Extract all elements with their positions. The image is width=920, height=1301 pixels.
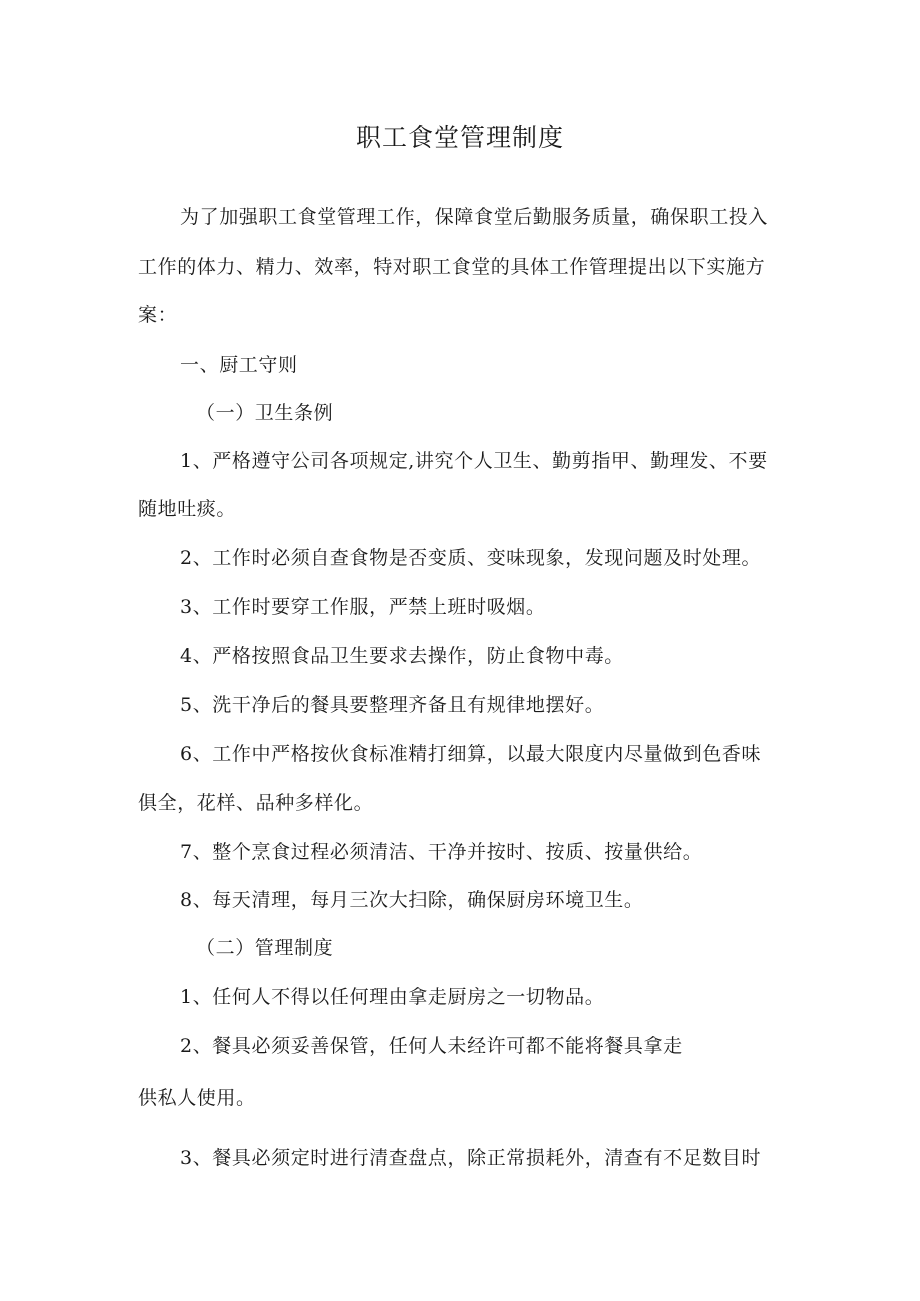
rule-1-line-1: 1、严格遵守公司各项规定,讲究个人卫生、勤剪指甲、勤理发、不要 <box>180 450 768 472</box>
rule-8: 8、每天清理，每月三次大扫除，确保厨房环境卫生。 <box>180 889 644 911</box>
subsection-heading-1: （一）卫生条例 <box>196 402 334 424</box>
paragraph-intro-line-2: 工作的体力、精力、效率，特对职工食堂的具体工作管理提出以下实施方 <box>138 256 766 278</box>
document-title: 职工食堂管理制度 <box>355 123 564 152</box>
rule-6-line-2: 俱全，花样、品种多样化。 <box>138 792 374 814</box>
subsection-heading-2: （二）管理制度 <box>196 937 334 959</box>
rule-4: 4、严格按照食品卫生要求去操作，防止食物中毒。 <box>180 645 624 667</box>
management-rule-1: 1、任何人不得以任何理由拿走厨房之一切物品。 <box>180 986 605 1008</box>
rule-6-line-1: 6、工作中严格按伙食标准精打细算，以最大限度内尽量做到色香味 <box>180 743 762 765</box>
rule-7: 7、整个烹食过程必须清洁、干净并按时、按质、按量供给。 <box>180 841 703 863</box>
paragraph-intro-line-1: 为了加强职工食堂管理工作，保障食堂后勤服务质量，确保职工投入 <box>180 206 769 228</box>
management-rule-2-line-2: 供私人使用。 <box>138 1087 256 1109</box>
management-rule-2-line-1: 2、餐具必须妥善保管，任何人未经许可都不能将餐具拿走 <box>180 1035 683 1057</box>
management-rule-3-line-1: 3、餐具必须定时进行清查盘点，除正常损耗外，清查有不足数目时 <box>180 1147 762 1169</box>
rule-3: 3、工作时要穿工作服，严禁上班时吸烟。 <box>180 596 546 618</box>
paragraph-intro-line-3: 案： <box>138 304 178 326</box>
section-heading-1: 一、厨工守则 <box>180 354 298 376</box>
rule-1-line-2: 随地吐痰。 <box>138 498 237 520</box>
rule-5: 5、洗干净后的餐具要整理齐备且有规律地摆好。 <box>180 694 605 716</box>
rule-2: 2、工作时必须自查食物是否变质、变味现象，发现问题及时处理。 <box>180 547 762 569</box>
